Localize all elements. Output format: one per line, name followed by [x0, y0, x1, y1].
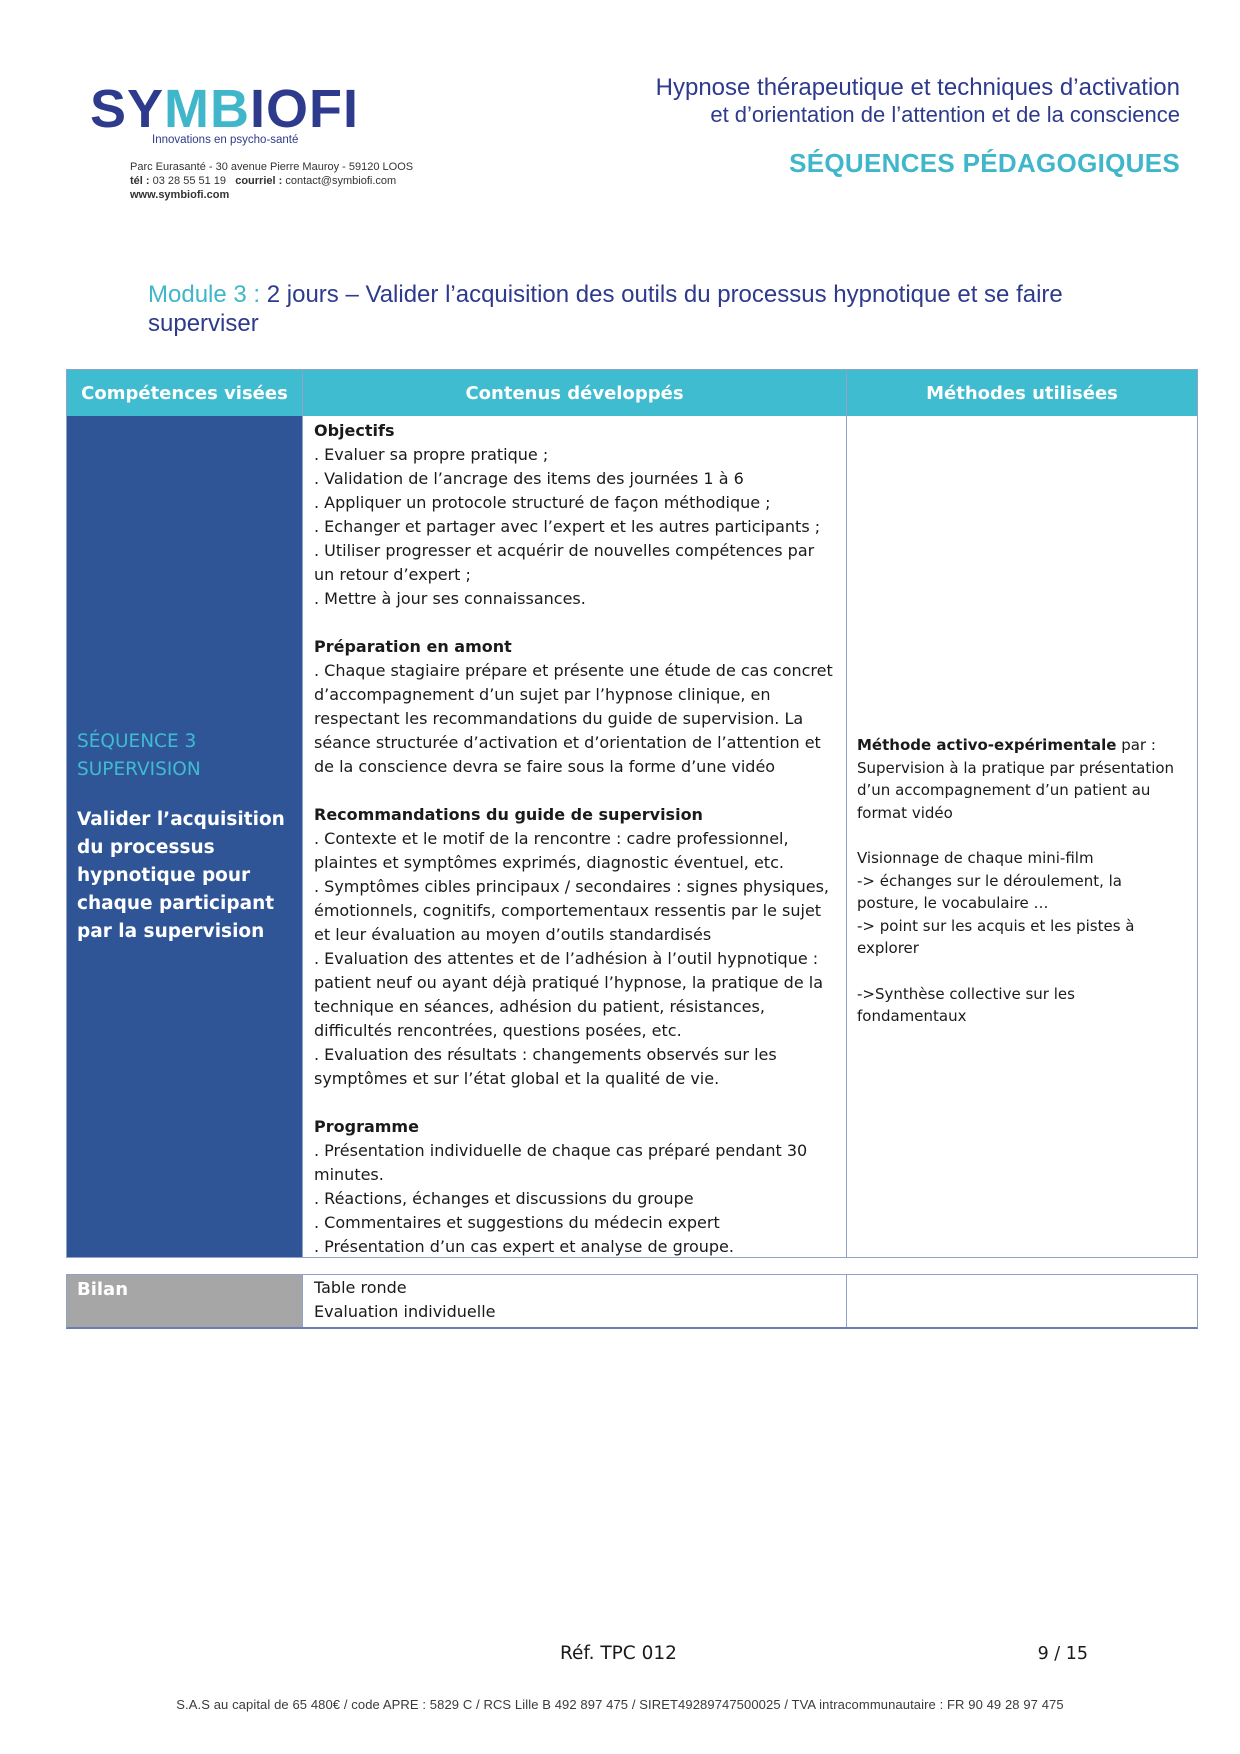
section-objectifs	[314, 419, 836, 611]
list-item: . Symptômes cibles principaux / secondaires : signes physiques, émotionnels, cognitifs, comportementaux ressentis par le sujet et leur évaluation au moyen d’outils standardisés	[314, 877, 829, 944]
list-item: Evaluation individuelle	[314, 1302, 496, 1321]
document-title	[656, 74, 1180, 179]
section-heading: Préparation en amont	[314, 637, 512, 656]
module-label: Module 3 :	[148, 281, 261, 308]
company-address	[130, 160, 440, 202]
bilan-row	[67, 1275, 1197, 1327]
contact-line: tél : 03 28 55 51 19 courriel : contact@symbiofi.com	[130, 175, 397, 187]
method-synthesis: ->Synthèse collective sur les fondamentaux	[857, 984, 1075, 1025]
address-line: Parc Eurasanté - 30 avenue Pierre Mauroy - 59120 LOOS	[130, 161, 414, 173]
method-viewing: Visionnage de chaque mini-film	[857, 849, 1094, 867]
table-row	[67, 416, 1197, 1257]
method-intro: Supervision à la pratique par présentation d’un accompagnement d’un patient au format vidéo	[857, 758, 1175, 822]
list-item: . Validation de l’ancrage des items des journées 1 à 6	[314, 469, 744, 488]
section-heading: Recommandations du guide de supervision	[314, 805, 703, 824]
section-heading: Objectifs	[314, 421, 395, 440]
list-item: . Contexte et le motif de la rencontre : cadre professionnel, plaintes et symptômes exprimés, diagnostic éventuel, etc.	[314, 829, 789, 872]
section-recommandations	[314, 803, 836, 1091]
email-address: contact@symbiofi.com	[285, 175, 397, 187]
list-item: . Commentaires et suggestions du médecin expert	[314, 1213, 720, 1232]
list-item: . Evaluation des attentes et de l’adhésion à l’outil hypnotique : patient neuf ou ayant déjà pratiqué l’hypnose, la pratique de la technique en séances, adhésion du patient, résistances, difficultés rencontrées, questions posées, etc.	[314, 949, 824, 1040]
title-line-2: et d’orientation de l’attention et de la conscience	[710, 102, 1180, 127]
list-item: . Evaluation des résultats : changements observés sur les symptômes et sur l’état global et la qualité de vie.	[314, 1045, 777, 1088]
bilan-table	[66, 1274, 1198, 1329]
logo-text: SYMBIOFI	[90, 79, 360, 139]
website: www.symbiofi.com	[130, 189, 230, 201]
list-item: Table ronde	[314, 1278, 407, 1297]
sequence-description: Valider l’acquisition du processus hypnotique pour chaque participant par la supervision	[77, 808, 285, 942]
sequence-number: SÉQUENCE 3	[77, 730, 197, 752]
list-item: . Présentation d’un cas expert et analyse de groupe.	[314, 1237, 734, 1256]
header-competences: Compétences visées	[81, 382, 288, 404]
list-item: . Mettre à jour ses connaissances.	[314, 589, 586, 608]
method-item: -> échanges sur le déroulement, la posture, le vocabulaire …	[857, 871, 1122, 912]
list-item: . Appliquer un protocole structuré de façon méthodique ;	[314, 493, 771, 512]
document-reference: Réf. TPC 012	[560, 1643, 677, 1664]
sequence-name: SUPERVISION	[77, 758, 201, 780]
contents-cell	[302, 416, 847, 1257]
list-item: . Echanger et partager avec l’expert et les autres participants ;	[314, 517, 821, 536]
company-logo	[90, 79, 440, 202]
header-contenus: Contenus développés	[302, 370, 847, 416]
list-item: . Réactions, échanges et discussions du groupe	[314, 1189, 694, 1208]
section-preparation	[314, 635, 836, 779]
list-item: . Présentation individuelle de chaque cas préparé pendant 30 minutes.	[314, 1141, 808, 1184]
competences-cell	[67, 416, 302, 1257]
logo-wordmark	[90, 79, 440, 139]
section-programme	[314, 1115, 836, 1259]
section-heading: Programme	[314, 1117, 419, 1136]
module-heading	[148, 280, 1138, 338]
phone-number: 03 28 55 51 19	[152, 175, 227, 187]
bilan-methods	[847, 1275, 1197, 1327]
section-title: SÉQUENCES PÉDAGOGIQUES	[789, 148, 1180, 178]
bilan-label: Bilan	[67, 1275, 302, 1327]
sequence-table	[66, 369, 1198, 1258]
header-methodes: Méthodes utilisées	[926, 382, 1118, 404]
page-number: 9 / 15	[1037, 1644, 1088, 1664]
legal-footer: S.A.S au capital de 65 480€ / code APRE : 5829 C / RCS Lille B 492 897 475 / SIRET49289747500025 / TVA intracommunautaire : FR 90 49 28 97 475	[176, 1697, 1064, 1712]
method-title: Méthode activo-expérimentale par :	[857, 736, 1156, 754]
bilan-content	[302, 1275, 847, 1327]
list-item: . Evaluer sa propre pratique ;	[314, 445, 549, 464]
list-item: . Chaque stagiaire prépare et présente une étude de cas concret d’accompagnement d’un sujet par l’hypnose clinique, en respectant les recommandations du guide de supervision. La séance structurée d’activation et d’orientation de l’attention et de la conscience devra se faire sous la forme d’une vidéo	[314, 661, 833, 776]
method-item: -> point sur les acquis et les pistes à explorer	[857, 916, 1135, 957]
module-title: 2 jours – Valider l’acquisition des outils du processus hypnotique et se faire superviser	[148, 281, 1063, 337]
table-header-row	[67, 370, 1197, 416]
title-line-1: Hypnose thérapeutique et techniques d’activation	[655, 74, 1180, 101]
methods-cell	[847, 416, 1197, 1257]
logo-tagline: Innovations en psycho-santé	[152, 134, 299, 146]
list-item: . Utiliser progresser et acquérir de nouvelles compétences par un retour d’expert ;	[314, 541, 815, 584]
